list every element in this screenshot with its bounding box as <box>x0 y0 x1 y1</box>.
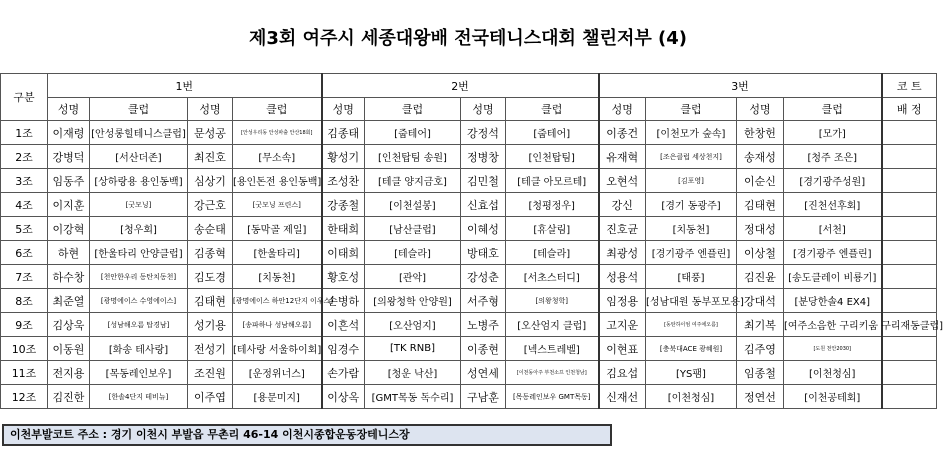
player-club: [관악] <box>365 265 461 289</box>
player-name: 김종태 <box>322 121 365 145</box>
player-name: 이흔석 <box>322 313 365 337</box>
table-row <box>1 121 937 145</box>
player-club: [한울타리 안양클럽] <box>90 241 188 265</box>
player-name: 정병창 <box>461 145 506 169</box>
player-name: 강성춘 <box>461 265 506 289</box>
player-name: 최기복 <box>737 313 784 337</box>
player-name: 하수창 <box>48 265 90 289</box>
table-row <box>1 265 937 289</box>
group-label: 3조 <box>1 169 48 193</box>
player-club: [서산더존] <box>90 145 188 169</box>
club-col-header: 클럽 <box>365 98 461 121</box>
player-club: [휴살림] <box>506 217 599 241</box>
player-name: 김요섭 <box>599 361 646 385</box>
player-name: 한태희 <box>322 217 365 241</box>
player-club: [청주 조은] <box>784 145 882 169</box>
player-name: 송재성 <box>737 145 784 169</box>
club-col-header: 클럽 <box>233 98 322 121</box>
player-name: 최진호 <box>188 145 233 169</box>
player-club: [분당한솔4 EX4] <box>784 289 882 313</box>
player-name: 임경수 <box>322 337 365 361</box>
club-col-header: 클럽 <box>646 98 737 121</box>
player-club: [이천모가 숲속] <box>646 121 737 145</box>
player-name: 강정석 <box>461 121 506 145</box>
player-club: [테슬라] <box>365 241 461 265</box>
player-club: [테클 아모르테] <box>506 169 599 193</box>
player-club: [목동레인보우 GMT목동] <box>506 385 599 409</box>
player-club: [동탄하이엄 여주에오름] <box>646 313 737 337</box>
table-row <box>1 217 937 241</box>
court-assignment-cell <box>882 265 937 289</box>
court-3-header: 3번 <box>599 74 882 98</box>
player-name: 이혜성 <box>461 217 506 241</box>
court-assignment-cell <box>882 241 937 265</box>
player-club: [이천청심] <box>784 361 882 385</box>
player-club: [테클 양지금호] <box>365 169 461 193</box>
gubun-header: 구분 <box>1 74 48 121</box>
player-name: 이강혁 <box>48 217 90 241</box>
player-name: 이상철 <box>737 241 784 265</box>
player-club: [청평정우] <box>506 193 599 217</box>
player-club: [의왕청학 안양원] <box>365 289 461 313</box>
table-row <box>1 361 937 385</box>
player-club: [목동레인보우] <box>90 361 188 385</box>
player-name: 송순태 <box>188 217 233 241</box>
player-name: 강신 <box>599 193 646 217</box>
player-name: 이종건 <box>599 121 646 145</box>
player-club: [청우회] <box>90 217 188 241</box>
player-name: 이순신 <box>737 169 784 193</box>
player-name: 유재혁 <box>599 145 646 169</box>
player-club: [서초스터디] <box>506 265 599 289</box>
player-name: 김도경 <box>188 265 233 289</box>
player-name: 임종철 <box>737 361 784 385</box>
player-name: 최준열 <box>48 289 90 313</box>
group-label: 10조 <box>1 337 48 361</box>
player-name: 이종현 <box>461 337 506 361</box>
player-name: 조성찬 <box>322 169 365 193</box>
player-name: 손병하 <box>322 289 365 313</box>
player-name: 임동주 <box>48 169 90 193</box>
player-club: [경기광주 엔플린] <box>646 241 737 265</box>
player-club: [경기광주 엔플린] <box>784 241 882 265</box>
player-club: [성남대원 동부포모용] <box>646 289 737 313</box>
player-club: [오산엄지] <box>365 313 461 337</box>
page-title: 제3회 여주시 세종대왕배 전국테니스대회 챌린저부 (4) <box>249 28 687 49</box>
player-club: [줍테어] <box>365 121 461 145</box>
player-name: 김주영 <box>737 337 784 361</box>
player-club: [김포영] <box>646 169 737 193</box>
court-2-header: 2번 <box>322 74 599 98</box>
table-row <box>1 241 937 265</box>
player-name: 고지운 <box>599 313 646 337</box>
player-club: [이천공테회] <box>784 385 882 409</box>
group-label: 1조 <box>1 121 48 145</box>
player-name: 서주형 <box>461 289 506 313</box>
player-name: 이주엽 <box>188 385 233 409</box>
player-name: 구남훈 <box>461 385 506 409</box>
player-name: 김진한 <box>48 385 90 409</box>
group-label: 8조 <box>1 289 48 313</box>
player-club: [넥스트레벨] <box>506 337 599 361</box>
player-name: 노병주 <box>461 313 506 337</box>
player-club: [남산클럽] <box>365 217 461 241</box>
court-assignment-cell <box>882 361 937 385</box>
player-name: 이태희 <box>322 241 365 265</box>
player-name: 신재선 <box>599 385 646 409</box>
player-club: [성남해오름 탑경남] <box>90 313 188 337</box>
group-label: 7조 <box>1 265 48 289</box>
player-club: [인천탑팀] <box>506 145 599 169</box>
player-club: [태풍] <box>646 265 737 289</box>
player-name: 정대성 <box>737 217 784 241</box>
player-name: 전지용 <box>48 361 90 385</box>
group-label: 11조 <box>1 361 48 385</box>
court-assign-header-top: 코 트 <box>882 74 937 98</box>
player-club: [경기 동광주] <box>646 193 737 217</box>
player-club: [도원 천안2030] <box>784 337 882 361</box>
player-name: 한창헌 <box>737 121 784 145</box>
court-assignment-cell <box>882 217 937 241</box>
player-club: [테사랑 서울하이회] <box>233 337 322 361</box>
player-name: 조진원 <box>188 361 233 385</box>
player-name: 이동원 <box>48 337 90 361</box>
player-club: [청운 낙산] <box>365 361 461 385</box>
player-club: [안성롱힐테니스클럽] <box>90 121 188 145</box>
player-club: [한솔4단지 테비뉴] <box>90 385 188 409</box>
player-name: 이상옥 <box>322 385 365 409</box>
player-name: 강종철 <box>322 193 365 217</box>
court-assignment-cell <box>882 121 937 145</box>
player-name: 김태현 <box>737 193 784 217</box>
player-name: 김민철 <box>461 169 506 193</box>
group-label: 12조 <box>1 385 48 409</box>
table-row <box>1 169 937 193</box>
player-name: 이지훈 <box>48 193 90 217</box>
name-col-header: 성명 <box>188 98 233 121</box>
player-name: 신효섭 <box>461 193 506 217</box>
player-club: [이천동아주 부천소프 인천청남] <box>506 361 599 385</box>
player-club: [줍테어] <box>506 121 599 145</box>
player-club: [용인돈전 용인동백] <box>233 169 322 193</box>
player-club: [치동천] <box>646 217 737 241</box>
player-club: [충북대ACE 광혜원] <box>646 337 737 361</box>
player-name: 임정용 <box>599 289 646 313</box>
player-club: [치동천] <box>233 265 322 289</box>
table-row <box>1 385 937 409</box>
player-name: 강병덕 <box>48 145 90 169</box>
venue-address: 이천부발코트 주소 : 경기 이천시 부발읍 무촌리 46-14 이천시종합운동장테니스장 <box>2 424 612 446</box>
table-row <box>1 145 937 169</box>
player-club: [오산엄지 클럽] <box>506 313 599 337</box>
player-club: [모가] <box>784 121 882 145</box>
player-club: [송파하나 성남해오름] <box>233 313 322 337</box>
court-1-header: 1번 <box>48 74 322 98</box>
name-col-header: 성명 <box>599 98 646 121</box>
club-col-header: 클럽 <box>506 98 599 121</box>
table-row <box>1 193 937 217</box>
player-name: 김상욱 <box>48 313 90 337</box>
player-name: 손가람 <box>322 361 365 385</box>
player-name: 김진윤 <box>737 265 784 289</box>
name-col-header: 성명 <box>322 98 365 121</box>
group-label: 9조 <box>1 313 48 337</box>
player-club: [상하랑용 용인동백] <box>90 169 188 193</box>
player-club: [서천] <box>784 217 882 241</box>
player-club: [동막골 제일] <box>233 217 322 241</box>
group-label: 6조 <box>1 241 48 265</box>
player-name: 방태호 <box>461 241 506 265</box>
court-assignment-cell <box>882 337 937 361</box>
table-row <box>1 313 937 337</box>
court-assignment-cell <box>882 145 937 169</box>
club-col-header: 클럽 <box>784 98 882 121</box>
player-club: [경기광주성원] <box>784 169 882 193</box>
name-col-header: 성명 <box>461 98 506 121</box>
player-name: 김종혁 <box>188 241 233 265</box>
player-club: [YS팸] <box>646 361 737 385</box>
player-club: [굿모닝] <box>90 193 188 217</box>
player-name: 강대석 <box>737 289 784 313</box>
player-name: 성연세 <box>461 361 506 385</box>
player-name: 이현표 <box>599 337 646 361</box>
player-club: [굿모닝 프린스] <box>233 193 322 217</box>
court-assignment-cell <box>882 169 937 193</box>
court-assign-header-bottom: 배 정 <box>882 98 937 121</box>
table-row <box>1 289 937 313</box>
group-label: 4조 <box>1 193 48 217</box>
player-club: [TK RNB] <box>365 337 461 361</box>
court-assignment-cell <box>882 193 937 217</box>
player-club: [운정위너스] <box>233 361 322 385</box>
player-name: 오현석 <box>599 169 646 193</box>
player-club: [광명에이스 수영에이스] <box>90 289 188 313</box>
player-name: 성기용 <box>188 313 233 337</box>
bracket-table <box>0 73 943 409</box>
player-club: [송도클레이 비룡기] <box>784 265 882 289</box>
court-assignment-cell <box>882 385 937 409</box>
player-name: 이재령 <box>48 121 90 145</box>
court-assignment-cell <box>882 289 937 313</box>
player-club: [여주소음한 구리키움 구리재동클럽] <box>784 313 882 337</box>
player-name: 최광성 <box>599 241 646 265</box>
player-club: [이천설봉] <box>365 193 461 217</box>
club-col-header: 클럽 <box>90 98 188 121</box>
player-club: [천안한우리 동탄치동천] <box>90 265 188 289</box>
player-club: [이천청심] <box>646 385 737 409</box>
player-name: 황성기 <box>322 145 365 169</box>
player-club: [의왕청학] <box>506 289 599 313</box>
player-name: 강근호 <box>188 193 233 217</box>
player-club: [조은클럽 세상천지] <box>646 145 737 169</box>
player-name: 성용석 <box>599 265 646 289</box>
player-club: [GMT목동 독수리] <box>365 385 461 409</box>
player-club: [한울타리] <box>233 241 322 265</box>
player-name: 전성기 <box>188 337 233 361</box>
player-club: [테슬라] <box>506 241 599 265</box>
name-col-header: 성명 <box>48 98 90 121</box>
player-club: [화송 테사랑] <box>90 337 188 361</box>
group-label: 2조 <box>1 145 48 169</box>
player-club: [인천탑팀 송원] <box>365 145 461 169</box>
player-club: [용문미지] <box>233 385 322 409</box>
player-name: 김태현 <box>188 289 233 313</box>
player-club: [진천선후회] <box>784 193 882 217</box>
player-club: [안성우리동 안성파출 안산18회] <box>233 121 322 145</box>
player-name: 황호성 <box>322 265 365 289</box>
player-name: 문성공 <box>188 121 233 145</box>
player-name: 진호균 <box>599 217 646 241</box>
name-col-header: 성명 <box>737 98 784 121</box>
player-name: 정연선 <box>737 385 784 409</box>
group-label: 5조 <box>1 217 48 241</box>
player-club: [무소속] <box>233 145 322 169</box>
table-row <box>1 337 937 361</box>
player-name: 심상기 <box>188 169 233 193</box>
player-name: 하현 <box>48 241 90 265</box>
player-club: [광명에이스 하안12단지 이우스] <box>233 289 322 313</box>
